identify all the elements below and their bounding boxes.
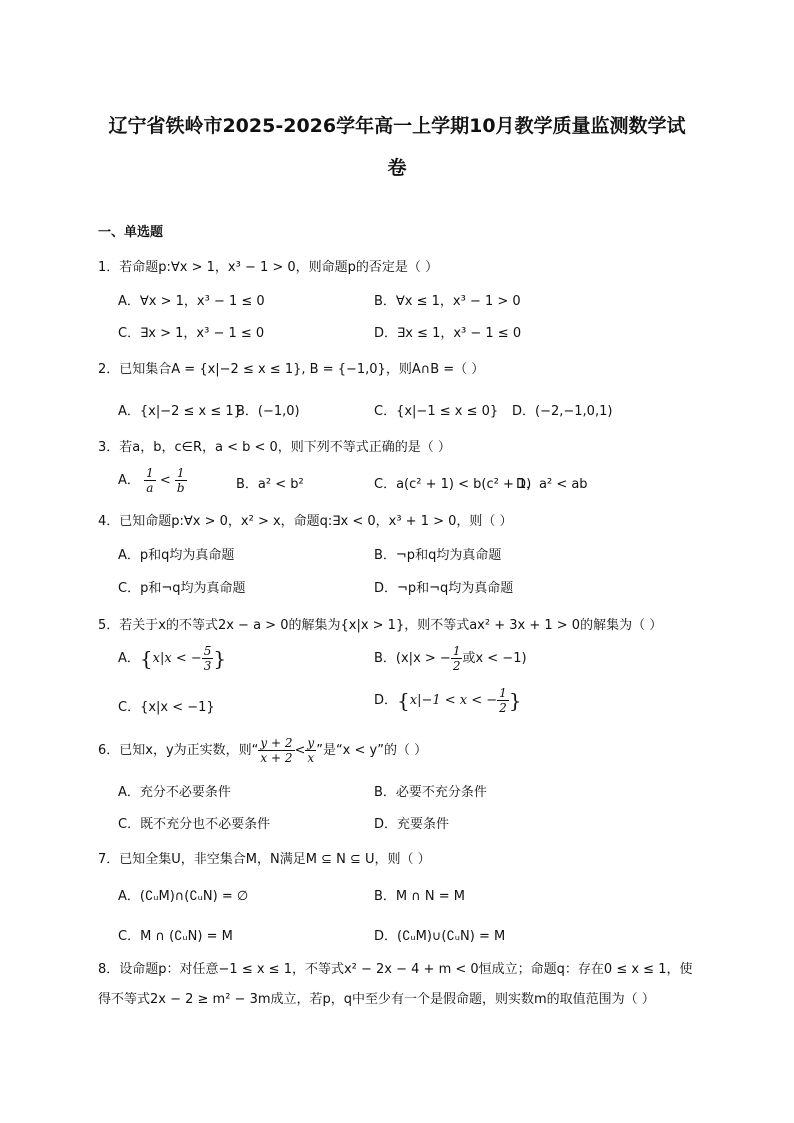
question-1-option-d: D．∃x ≤ 1，x³ − 1 ≤ 0 — [374, 326, 522, 341]
question-7-option-d: D．(∁ᵤM)∪(∁ᵤN) = M — [374, 929, 506, 944]
fraction: $\frac{1}{a}$ — [146, 466, 154, 495]
question-4-option-d: D．¬p和¬q均为真命题 — [374, 581, 514, 596]
fraction: $\frac{1}{b}$ — [176, 466, 185, 495]
question-1-option-a: A．∀x > 1，x³ − 1 ≤ 0 — [118, 294, 265, 309]
question-2-option-c: C．{x|−1 ≤ x ≤ 0} — [374, 404, 499, 419]
question-7-option-a: A．(∁ᵤM)∩(∁ᵤN) = ∅ — [118, 889, 249, 904]
question-3-option-a: A． $\frac{1}{a}$ < $\frac{1}{b}$ — [118, 466, 185, 495]
question-2-option-a: A．{x|−2 ≤ x ≤ 1} — [118, 404, 242, 419]
exam-title-line2: 卷 — [387, 157, 407, 179]
question-6-option-a: A．充分不必要条件 — [118, 785, 231, 800]
question-8-stem: 8．设命题p：对任意−1 ≤ x ≤ 1，不等式x² − 2x − 4 + m < 0恒成立；命题q：存在0 ≤ x ≤ 1，使得不等式2x − 2 ≥ m² − 3m成立，若p，q中至少有一个是假命题，则实数m的取值范围为（ ） — [98, 962, 693, 1007]
question-7-option-b: B．M ∩ N = M — [374, 889, 466, 904]
question-5-option-b: B．(x|x > − $\frac{1}{2}$ 或x < −1) — [374, 644, 527, 673]
question-3-stem: 3．若a，b，c∈R，a < b < 0，则下列不等式正确的是（ ） — [98, 440, 451, 455]
fraction: $\frac{y}{x}$ — [307, 736, 315, 765]
exam-title-line1: 辽宁省铁岭市2025-2026学年高一上学期10月教学质量监测数学试 — [108, 115, 686, 137]
fraction: $\frac{y + 2}{x + 2}$ — [260, 736, 293, 765]
question-3-option-c: C．a(c² + 1) < b(c² + 1) — [374, 477, 532, 492]
question-4-option-c: C．p和¬q均为真命题 — [118, 581, 246, 596]
question-5-option-d: D．{x|−1 < x < − $\frac{1}{2}$ } — [374, 686, 522, 715]
question-4-option-a: A．p和q均为真命题 — [118, 548, 235, 563]
question-3-option-b: B．a² < b² — [236, 477, 304, 492]
question-2-stem: 2．已知集合A = {x|−2 ≤ x ≤ 1}, B = {−1,0}，则A∩B =（ ） — [98, 362, 485, 377]
fraction: $\frac{1}{2}$ — [499, 686, 507, 715]
question-2-option-b: B．(−1,0) — [236, 404, 300, 419]
question-2-option-d: D．(−2,−1,0,1) — [512, 404, 613, 419]
question-4-option-b: B．¬p和q均为真命题 — [374, 548, 502, 563]
question-7-stem: 7．已知全集U，非空集合M，N满足M ⊆ N ⊆ U，则（ ） — [98, 852, 431, 867]
question-3-option-d: D．a² < ab — [516, 477, 588, 492]
question-1-option-c: C．∃x > 1，x³ − 1 ≤ 0 — [118, 326, 265, 341]
question-6-stem: 6．已知x，y为正实数，则“ $\frac{y + 2}{x + 2}$ < $\frac{y}{x}$ ”是“x < y”的（ ） — [98, 736, 428, 765]
question-6-option-b: B．必要不充分条件 — [374, 785, 487, 800]
question-5-stem: 5．若关于x的不等式2x − a > 0的解集为{x|x > 1}，则不等式ax² + 3x + 1 > 0的解集为（ ） — [98, 618, 663, 633]
question-4-stem: 4．已知命题p:∀x > 0，x² > x，命题q:∃x < 0，x³ + 1 > 0，则（ ） — [98, 514, 513, 529]
question-1-option-b: B．∀x ≤ 1，x³ − 1 > 0 — [374, 294, 521, 309]
question-6-option-d: D．充要条件 — [374, 817, 450, 832]
question-6-option-c: C．既不充分也不必要条件 — [118, 817, 271, 832]
section-heading: 一、单选题 — [98, 225, 164, 240]
question-5-option-a: A．{x|x < − $\frac{5}{3}$ } — [118, 644, 227, 673]
fraction: $\frac{5}{3}$ — [203, 644, 212, 673]
fraction: $\frac{1}{2}$ — [452, 644, 461, 673]
question-5-option-c: C．{x|x < −1} — [118, 700, 215, 715]
question-1-stem: 1．若命题p:∀x > 1，x³ − 1 > 0，则命题p的否定是（ ） — [98, 260, 439, 275]
question-7-option-c: C．M ∩ (∁ᵤN) = M — [118, 929, 233, 944]
